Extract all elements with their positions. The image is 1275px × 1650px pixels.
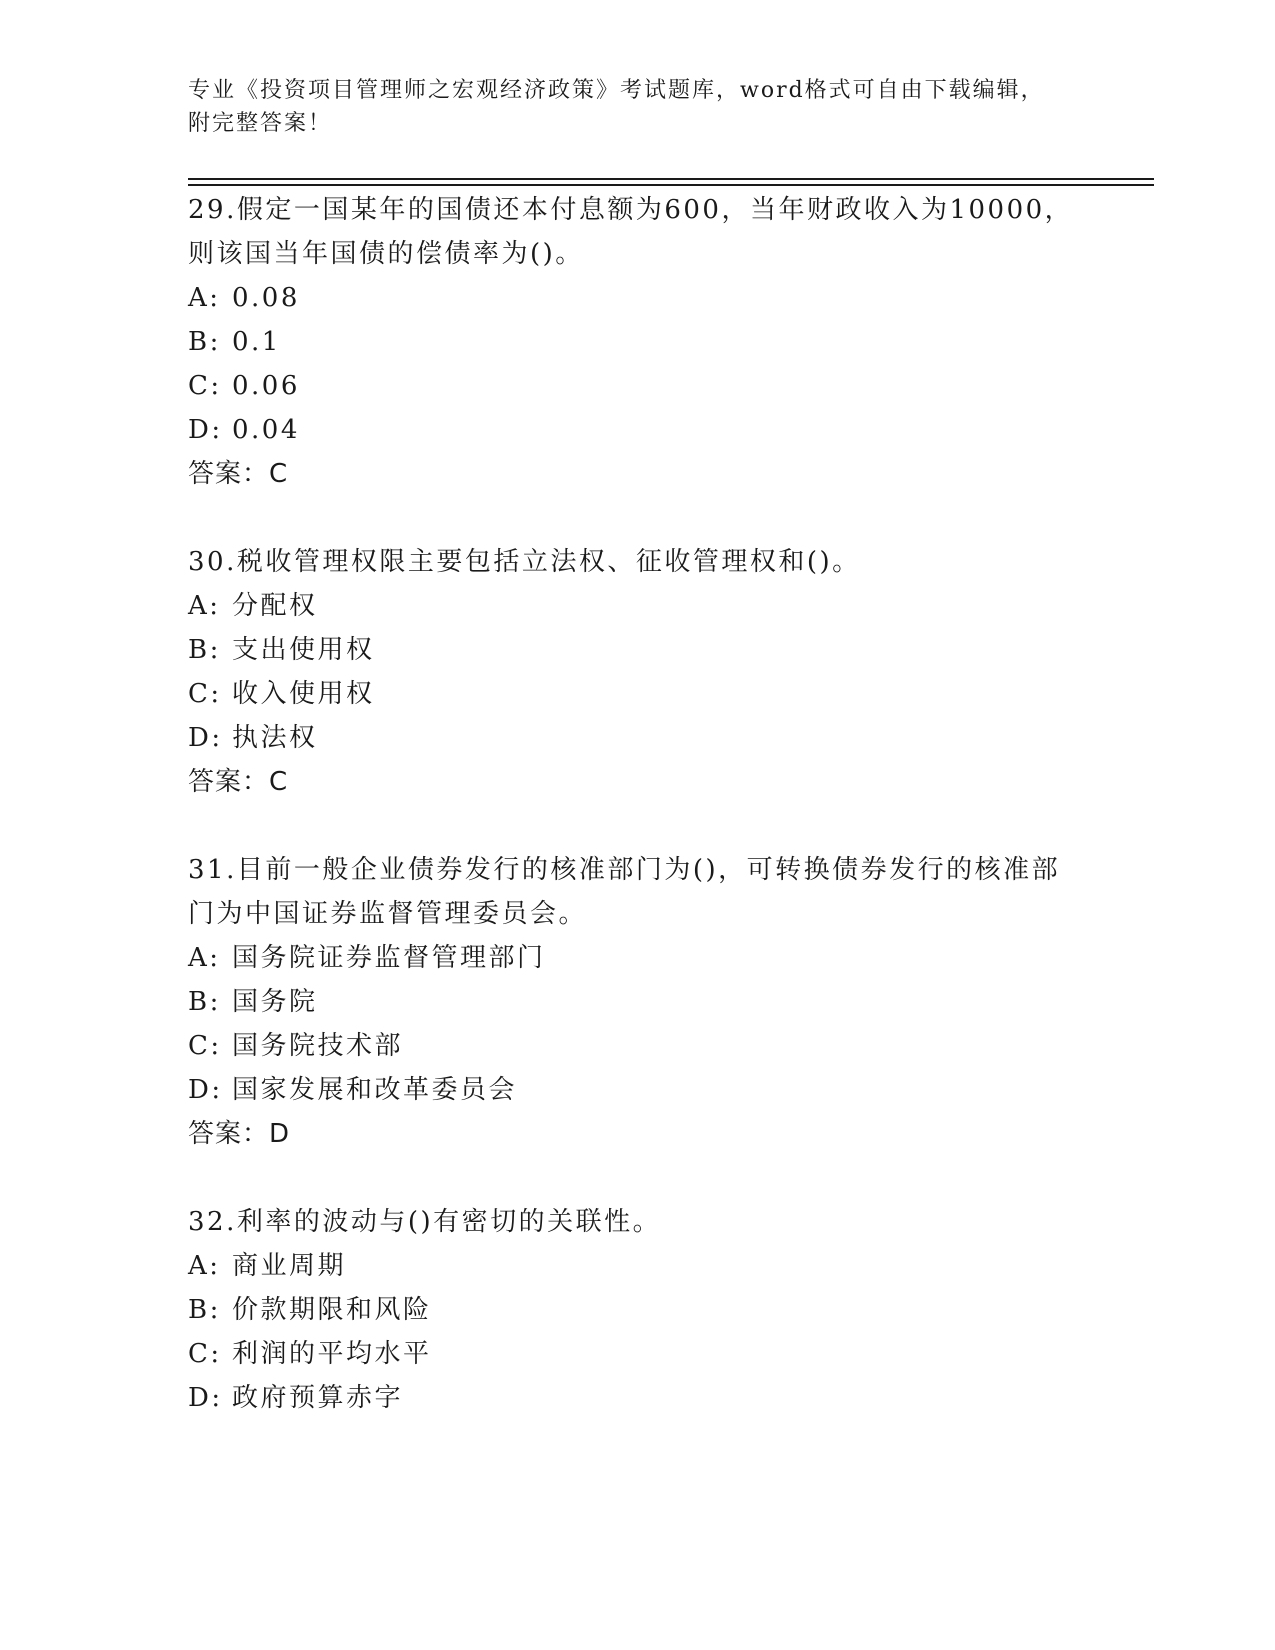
option-label: D: [188, 1075, 223, 1105]
option-label: A: [188, 283, 221, 313]
option-label: C: [188, 679, 222, 709]
option-text: 0.08 [232, 283, 300, 313]
question-30-option-a [188, 590, 318, 622]
option-text: 利润的平均水平 [232, 1339, 432, 1369]
question-30-stem-line-1: 30.税收管理权限主要包括立法权、征收管理权和()。 [188, 547, 861, 577]
option-label: B: [188, 1295, 221, 1325]
question-31-option-a [188, 942, 546, 974]
question-31-option-c [188, 1030, 403, 1062]
question-30-option-b [188, 634, 375, 666]
option-text: 0.06 [232, 371, 300, 401]
question-29-option-b [188, 326, 281, 358]
option-label: B: [188, 327, 221, 357]
question-31-stem-line-1: 31.目前一般企业债券发行的核准部门为()，可转换债券发行的核准部 [188, 855, 1061, 885]
option-label: A: [188, 1251, 221, 1281]
question-29-stem-line-2: 则该国当年国债的偿债率为()。 [188, 239, 584, 269]
question-32-option-d [188, 1382, 403, 1414]
option-label: B: [188, 635, 221, 665]
question-31-option-d [188, 1074, 517, 1106]
option-text: 国家发展和改革委员会 [232, 1075, 518, 1105]
option-label: C: [188, 371, 222, 401]
header-divider-bottom [188, 184, 1154, 186]
option-label: B: [188, 987, 221, 1017]
option-text: 0.1 [232, 327, 281, 357]
option-label: A: [188, 591, 221, 621]
option-text: 国务院证券监督管理部门 [232, 943, 546, 973]
option-text: 执法权 [232, 723, 318, 753]
option-text: 支出使用权 [232, 635, 375, 665]
header-divider-top [188, 178, 1154, 180]
option-label: C: [188, 1339, 222, 1369]
option-text: 政府预算赤字 [232, 1383, 404, 1413]
question-30-option-d [188, 722, 318, 754]
option-text: 国务院 [232, 987, 318, 1017]
option-text: 商业周期 [232, 1251, 347, 1281]
option-text: 0.04 [232, 415, 300, 445]
option-text: 国务院技术部 [232, 1031, 404, 1061]
option-label: D: [188, 1383, 223, 1413]
option-text: 收入使用权 [232, 679, 375, 709]
question-32-stem-line-1: 32.利率的波动与()有密切的关联性。 [188, 1207, 662, 1237]
option-label: D: [188, 723, 223, 753]
question-29-option-a [188, 282, 300, 314]
option-label: C: [188, 1031, 222, 1061]
document-header [188, 74, 1068, 140]
question-32-option-b [188, 1294, 432, 1326]
header-line-1: 专业《投资项目管理师之宏观经济政策》考试题库，word格式可自由下载编辑， [188, 78, 1045, 103]
question-31-stem-line-2: 门为中国证券监督管理委员会。 [188, 899, 588, 929]
header-line-2: 附完整答案！ [188, 111, 333, 136]
option-text: 分配权 [232, 591, 318, 621]
question-30-option-c [188, 678, 375, 710]
question-29-option-c [188, 370, 300, 402]
question-32-option-a [188, 1250, 346, 1282]
option-label: A: [188, 943, 221, 973]
question-31-option-b [188, 986, 318, 1018]
question-29-option-d [188, 414, 300, 446]
question-29-stem-line-1: 29.假定一国某年的国债还本付息额为600，当年财政收入为10000， [188, 195, 1074, 225]
question-29-answer: 答案：C [188, 459, 289, 489]
option-text: 价款期限和风险 [232, 1295, 432, 1325]
option-label: D: [188, 415, 223, 445]
question-32-option-c [188, 1338, 432, 1370]
question-31-answer: 答案：D [188, 1119, 291, 1149]
question-30-answer: 答案：C [188, 767, 289, 797]
